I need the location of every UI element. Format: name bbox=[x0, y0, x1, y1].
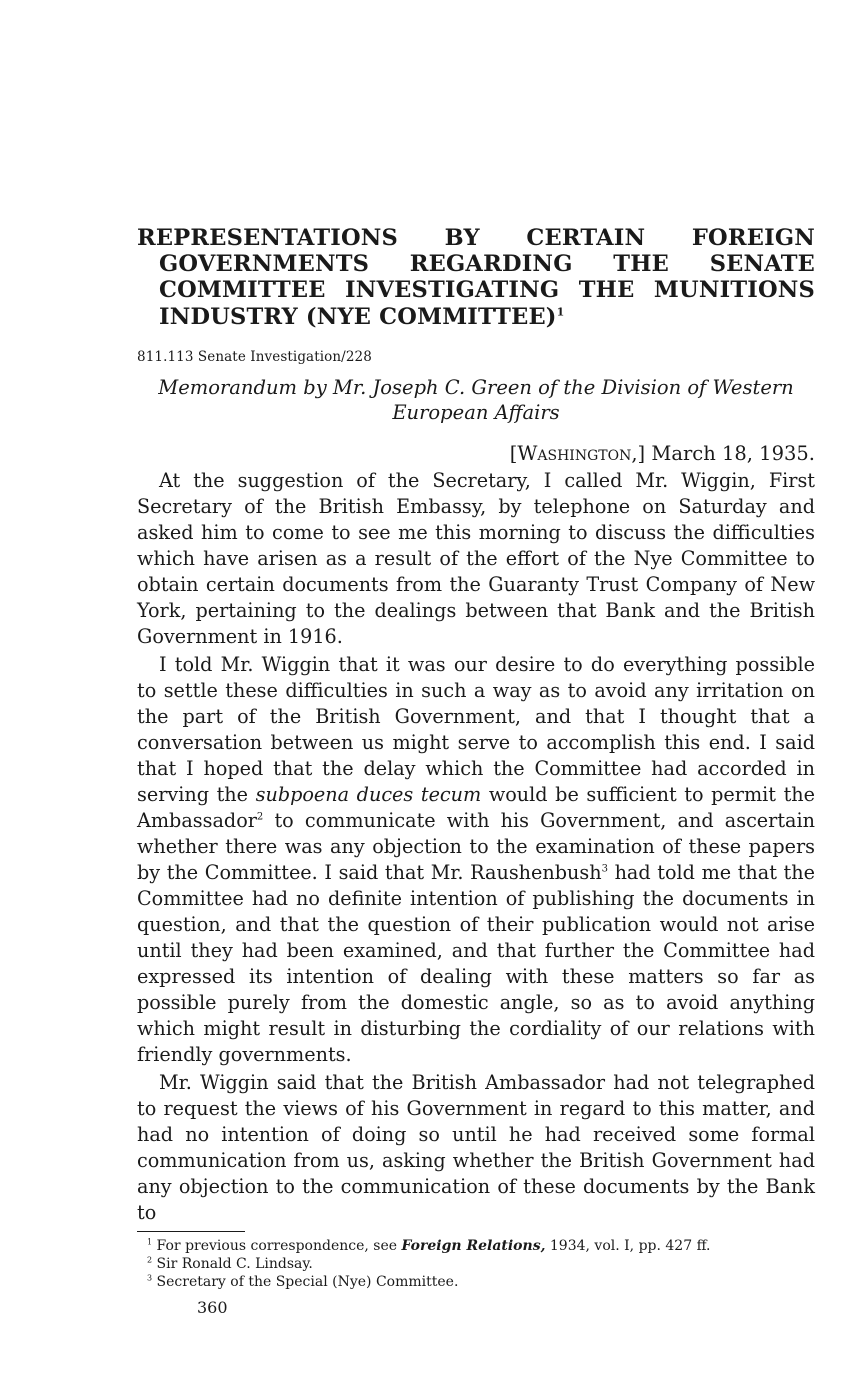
dateline-date: March 18, 1935. bbox=[651, 441, 815, 465]
footnote-3-text: Secretary of the Special (Nye) Committee. bbox=[156, 1273, 459, 1290]
dateline-place: [Washington,] bbox=[509, 441, 646, 465]
footnote-1-text-end: 1934, vol. I, pp. 427 ff. bbox=[545, 1237, 711, 1254]
footnote-divider bbox=[137, 1231, 245, 1232]
paragraph-2-text-c: to communicate with his Government, and ascertain whether there was any objection to the examination of these papers by the Committee. I said that Mr. Raushenbush bbox=[137, 808, 815, 884]
paragraph-2 bbox=[137, 652, 815, 1068]
paragraph-1: At the suggestion of the Secretary, I called Mr. Wiggin, First Secretary of the British Embassy, by telephone on Saturday and asked him to come to see me this morning to discuss the difficulties which have arisen as a result of the effort of the Nye Committee to obtain certain documents from the Guaranty Trust Company of New York, pertaining to the dealings between that Bank and the British Government in 1916. bbox=[137, 468, 815, 648]
footnote-ref-2: 2 bbox=[256, 811, 264, 823]
document-page bbox=[137, 225, 815, 1317]
footnote-1 bbox=[137, 1238, 815, 1254]
footnote-ref-3: 3 bbox=[601, 863, 608, 875]
memo-title: Memorandum by Mr. Joseph C. Green of the Division of Western European Affairs bbox=[158, 375, 794, 424]
footnote-3 bbox=[137, 1274, 815, 1290]
footnote-mark-2: 2 bbox=[147, 1255, 153, 1265]
footnote-ref-1: 1 bbox=[556, 305, 565, 319]
dateline bbox=[137, 441, 815, 466]
footnote-mark-3: 3 bbox=[147, 1273, 153, 1283]
page-number: 360 bbox=[197, 1297, 228, 1317]
paragraph-2-text-b: would be sufficient to permit the Ambassador bbox=[137, 782, 815, 832]
paragraph-2-text-d: had told me that the Committee had no definite intention of publishing the documents in question, and that the question of their publication would not arise until they had been examined, and that further the Committee had expressed its intention of dealing with these matters so far as possible purely from the domestic angle, so as to avoid anything which might result in disturbing the cordiality of our relations with friendly governments. bbox=[137, 860, 815, 1066]
footnote-1-text: For previous correspondence, see bbox=[156, 1237, 402, 1254]
document-reference: 811.113 Senate Investigation/228 bbox=[137, 348, 372, 365]
heading-text: REPRESENTATIONS BY CERTAIN FOREIGN GOVERNMENTS REGARDING THE SENATE COMMITTEE INVESTIGATING THE MUNITIONS INDUSTRY (NYE COMMITTEE) bbox=[137, 225, 815, 330]
paragraph-2-text-a: I told Mr. Wiggin that it was our desire to do everything possible to settle these difficulties in such a way as to avoid any irritation on the part of the British Government, and that I thought that a conversation between us might serve to accomplish this end. I said that I hoped that the delay which the Committee had accorded in serving the bbox=[137, 652, 815, 806]
footnote-mark-1: 1 bbox=[147, 1237, 153, 1247]
footnote-1-italic: Foreign Relations, bbox=[401, 1237, 546, 1254]
section-heading bbox=[137, 225, 815, 330]
footnote-2-text: Sir Ronald C. Lindsay. bbox=[156, 1255, 313, 1272]
paragraph-3: Mr. Wiggin said that the British Ambassador had not telegraphed to request the views of his Government in regard to this matter, and had no intention of doing so until he had received some formal communication from us, asking whether the British Government had any objection to the communication of these documents by the Bank to bbox=[137, 1070, 815, 1224]
latin-term: subpoena duces tecum bbox=[255, 782, 482, 806]
footnote-2 bbox=[137, 1256, 815, 1272]
